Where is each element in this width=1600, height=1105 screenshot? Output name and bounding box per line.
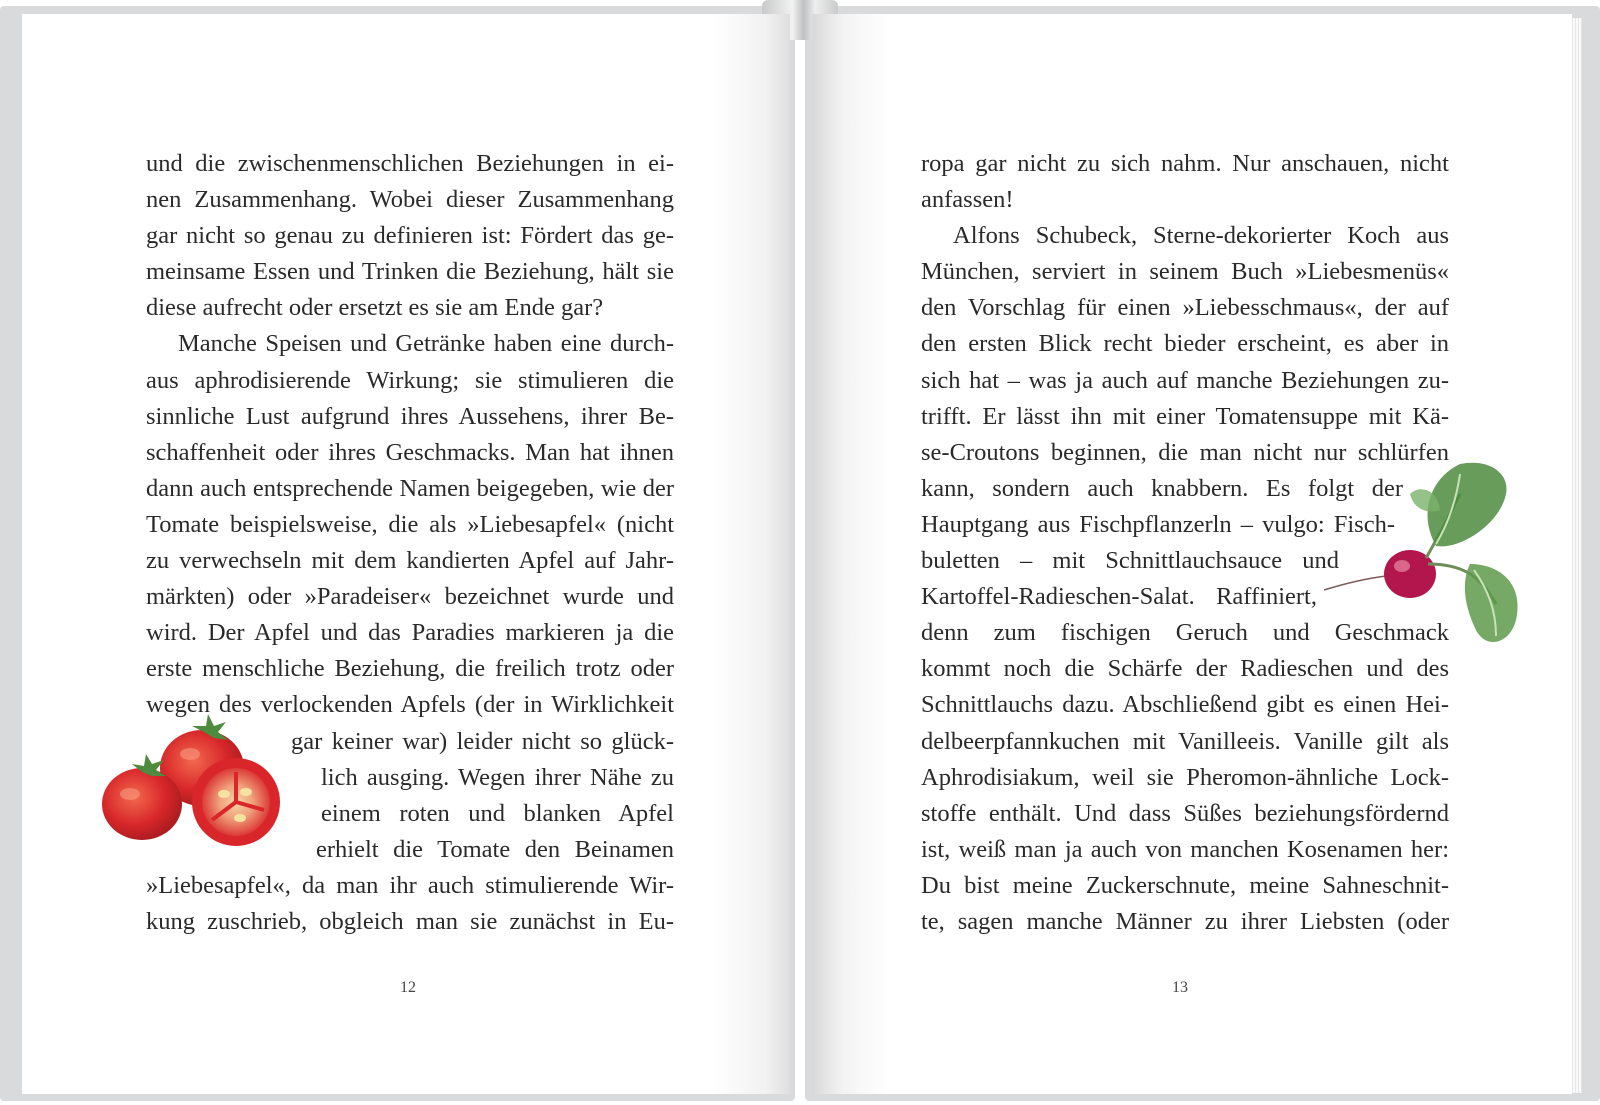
text-line: te, sagen manche Männer zu ihrer Liebsten (oder: [921, 907, 1449, 935]
text-line: diese aufrecht oder ersetzt es sie am Ende gar?: [146, 294, 604, 322]
text-line: trifft. Er lässt ihn mit einer Tomatensuppe mit Kä-: [921, 402, 1449, 430]
text-line: wird. Der Apfel und das Paradies markieren ja die: [146, 619, 674, 647]
text-line: erste menschliche Beziehung, die freilich trotz oder: [146, 655, 674, 683]
text-line: Manche Speisen und Getränke haben eine durch-: [178, 330, 674, 358]
text-line: ist, weiß man ja auch von manchen Kosenamen her:: [921, 835, 1449, 863]
text-line: denn zum fischigen Geruch und Geschmack: [921, 619, 1449, 647]
text-line: den Vorschlag für einen »Liebesschmaus«, der auf: [921, 294, 1449, 322]
text-line: Tomate beispielsweise, die als »Liebesapfel« (nicht: [146, 510, 674, 538]
text-line: meinsame Essen und Trinken die Beziehung, hält sie: [146, 258, 674, 286]
left-page: [22, 14, 790, 1094]
text-line: kung zuschrieb, obgleich man sie zunächst in Eu-: [146, 907, 674, 935]
text-line: Schnittlauchs dazu. Abschließend gibt es einen Hei-: [921, 691, 1449, 719]
text-line: gar nicht so genau zu definieren ist: Fördert das ge-: [146, 222, 674, 250]
text-line: delbeerpfannkuchen mit Vanilleeis. Vanille gilt als: [921, 727, 1449, 755]
text-line: zu verwechseln mit dem kandierten Apfel auf Jahr-: [146, 547, 674, 575]
text-line: und die zwischenmenschlichen Beziehungen in ei-: [146, 150, 674, 177]
page-number: 13: [1172, 979, 1188, 996]
text-line: wegen des verlockenden Apfels (der in Wirklichkeit: [146, 691, 674, 719]
text-line: dann auch entsprechende Namen beigegeben, wie der: [146, 474, 674, 502]
radish-illustration: [1310, 454, 1530, 654]
text-line: märkten) oder »Paradeiser« bezeichnet wurde und: [146, 583, 674, 611]
text-line: sinnliche Lust aufgrund ihres Aussehens, ihrer Be-: [146, 402, 674, 430]
text-line: Aphrodisiakum, weil sie Pheromon-ähnliche Lock-: [921, 763, 1449, 791]
paragraph: [921, 146, 1449, 218]
text-line: anfassen!: [921, 186, 1014, 214]
text-line: einem roten und blanken Apfel: [321, 799, 674, 827]
text-line: München, serviert in seinem Buch »Liebesmenüs«: [921, 258, 1449, 286]
text-line: stoffe enthält. Und dass Süßes beziehungsfördernd: [921, 799, 1449, 827]
text-line: gar keiner war) leider nicht so glück-: [291, 727, 674, 755]
text-line: kommt noch die Schärfe der Radieschen und des: [921, 655, 1449, 683]
text-line: erhielt die Tomate den Beinamen: [316, 835, 674, 863]
right-page: [812, 14, 1572, 1094]
text-line: aus aphrodisierende Wirkung; sie stimulieren die: [146, 366, 674, 394]
text-line: den ersten Blick recht bieder erscheint, es aber in: [921, 330, 1449, 358]
text-line: kann, sondern auch knabbern. Es folgt der: [921, 474, 1403, 502]
text-line: schaffenheit oder ihres Geschmacks. Man hat ihnen: [146, 438, 674, 466]
tomatoes-illustration: [94, 710, 294, 850]
paragraph: [146, 146, 674, 326]
text-line: Hauptgang aus Fischpflanzerln – vulgo: Fisch-: [921, 510, 1395, 538]
text-line: Kartoffel-Radieschen-Salat. Raffiniert,: [921, 583, 1317, 611]
text-line: »Liebesapfel«, da man ihr auch stimulierende Wir-: [146, 871, 674, 899]
text-line: Alfons Schubeck, Sterne-dekorierter Koch aus: [953, 222, 1449, 250]
page-number: 12: [400, 979, 416, 996]
page-edges: [1572, 18, 1582, 1093]
text-line: sich hat – was ja auch auf manche Beziehungen zu-: [921, 366, 1449, 394]
text-line: lich ausging. Wegen ihrer Nähe zu: [321, 763, 674, 791]
text-line: buletten – mit Schnittlauchsauce und: [921, 547, 1339, 575]
text-line: Du bist meine Zuckerschnute, meine Sahneschnit-: [921, 871, 1449, 899]
text-line: ropa gar nicht zu sich nahm. Nur anschauen, nicht: [921, 150, 1449, 177]
text-line: se-Croutons beginnen, die man nicht nur schlürfen: [921, 438, 1449, 466]
text-line: nen Zusammenhang. Wobei dieser Zusammenhang: [146, 186, 674, 214]
